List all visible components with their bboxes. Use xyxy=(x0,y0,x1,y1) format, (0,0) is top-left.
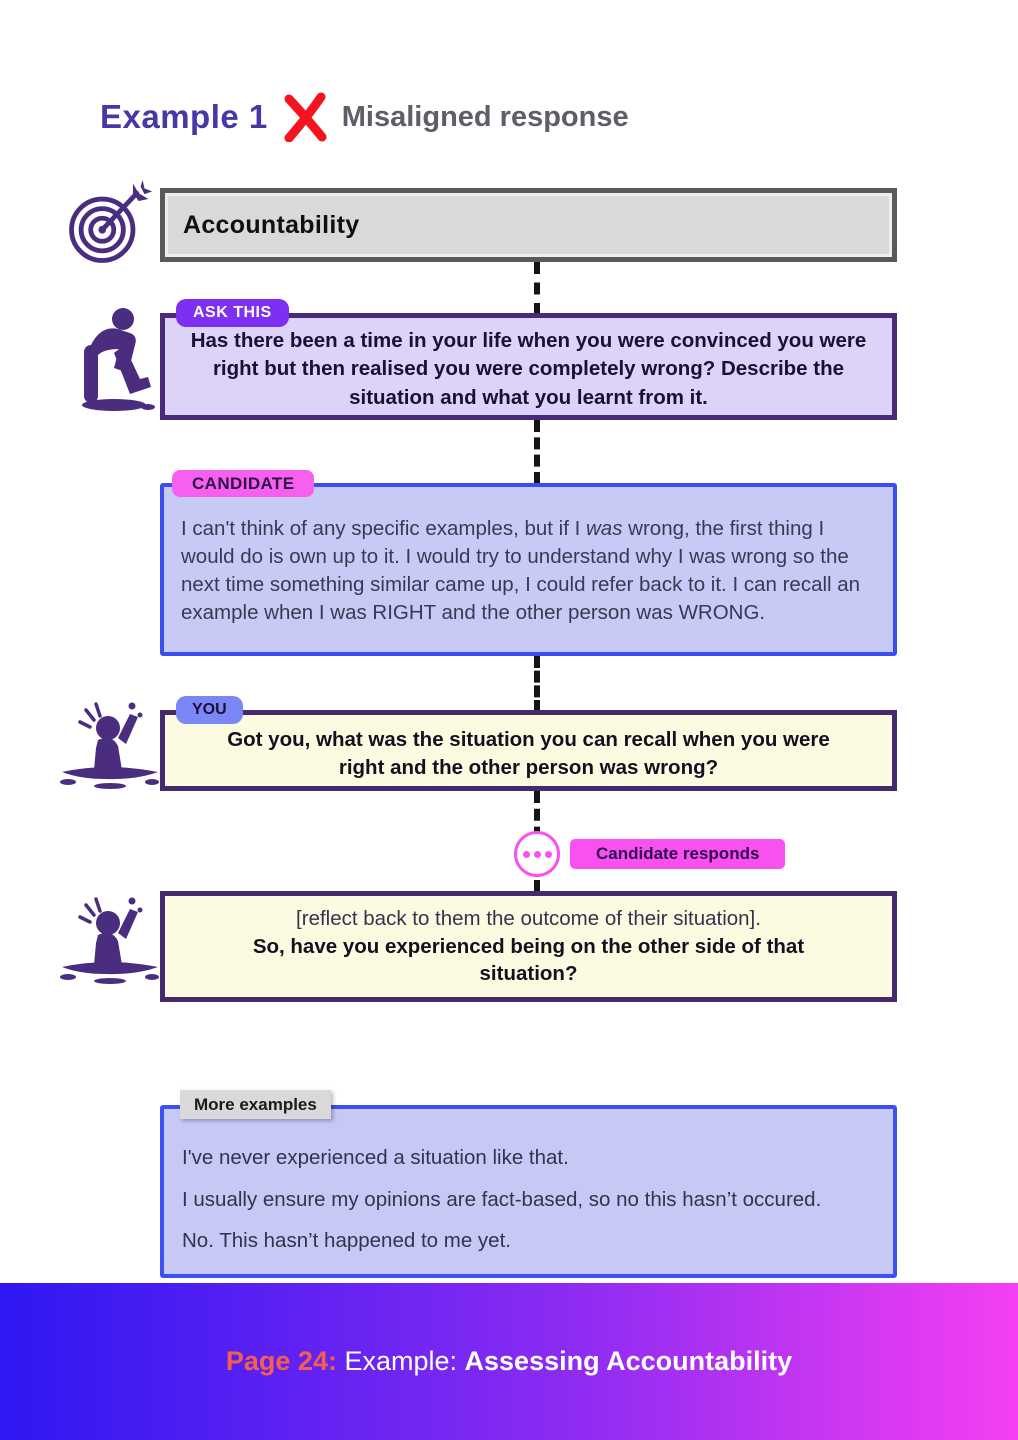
x-icon xyxy=(280,92,330,142)
connector-dash xyxy=(534,656,540,712)
candidate-responds-pill: Candidate responds xyxy=(570,839,785,869)
page-footer xyxy=(0,1283,1018,1440)
connector-dash xyxy=(534,262,540,315)
footer-page-number: Page 24: xyxy=(225,1346,337,1376)
response-type-label: Misaligned response xyxy=(341,100,629,133)
answer-suffix: wrong, the first thing I would do is own up to it. I would try to understand why I was wrong so the next time something similar came up, I could refer back to it. I can recall an example when I was RIGHT and the other person was WRONG. xyxy=(181,517,861,625)
dot xyxy=(534,851,541,858)
ask-question-text: Has there been a time in your life when you were convinced you were right but then realised you were completely wrong? Describe the situation and what you learnt from it. xyxy=(190,329,867,409)
target-icon xyxy=(60,176,156,272)
example-label: Example 1 xyxy=(100,98,268,135)
example-item: No. This hasn’t happened to me yet. xyxy=(182,1229,511,1253)
footer-middle: Example: xyxy=(336,1346,465,1376)
answer-italic: was xyxy=(586,517,623,540)
more-examples-box xyxy=(160,1105,897,1278)
dot xyxy=(523,851,530,858)
raised-hand-person-icon xyxy=(56,696,164,790)
competency-label: Accountability xyxy=(183,210,360,239)
ellipsis-icon xyxy=(514,831,560,877)
connector-dash xyxy=(534,420,540,484)
ask-question-box xyxy=(160,313,897,420)
answer-prefix: I can't think of any specific examples, but if I xyxy=(181,517,586,540)
you-question-text: Got you, what was the situation you can recall when you were right and the other person was wrong? xyxy=(227,727,830,779)
digging-person-icon xyxy=(68,303,156,415)
more-examples-tab: More examples xyxy=(180,1090,331,1119)
competency-box xyxy=(160,188,897,262)
footer-text xyxy=(226,1346,792,1377)
reflect-question-box xyxy=(160,891,897,1002)
you-question-box xyxy=(160,710,897,791)
raised-hand-person-icon xyxy=(56,891,164,985)
example-item: I've never experienced a situation like that. xyxy=(182,1146,569,1169)
dot xyxy=(545,851,552,858)
page-title xyxy=(100,92,629,142)
ask-this-badge: ASK THIS xyxy=(176,299,289,327)
reflect-question-text: So, have you experienced being on the other side of that situation? xyxy=(252,934,805,986)
candidate-badge: CANDIDATE xyxy=(172,470,314,497)
example-item: I usually ensure my opinions are fact-based, so no this hasn’t occured. xyxy=(182,1187,822,1211)
you-badge: YOU xyxy=(176,696,243,724)
footer-subject: Assessing Accountability xyxy=(464,1346,793,1376)
candidate-answer-text xyxy=(181,515,876,627)
candidate-answer-box xyxy=(160,483,897,656)
reflect-note-text: [reflect back to them the outcome of their situation]. xyxy=(296,906,761,930)
